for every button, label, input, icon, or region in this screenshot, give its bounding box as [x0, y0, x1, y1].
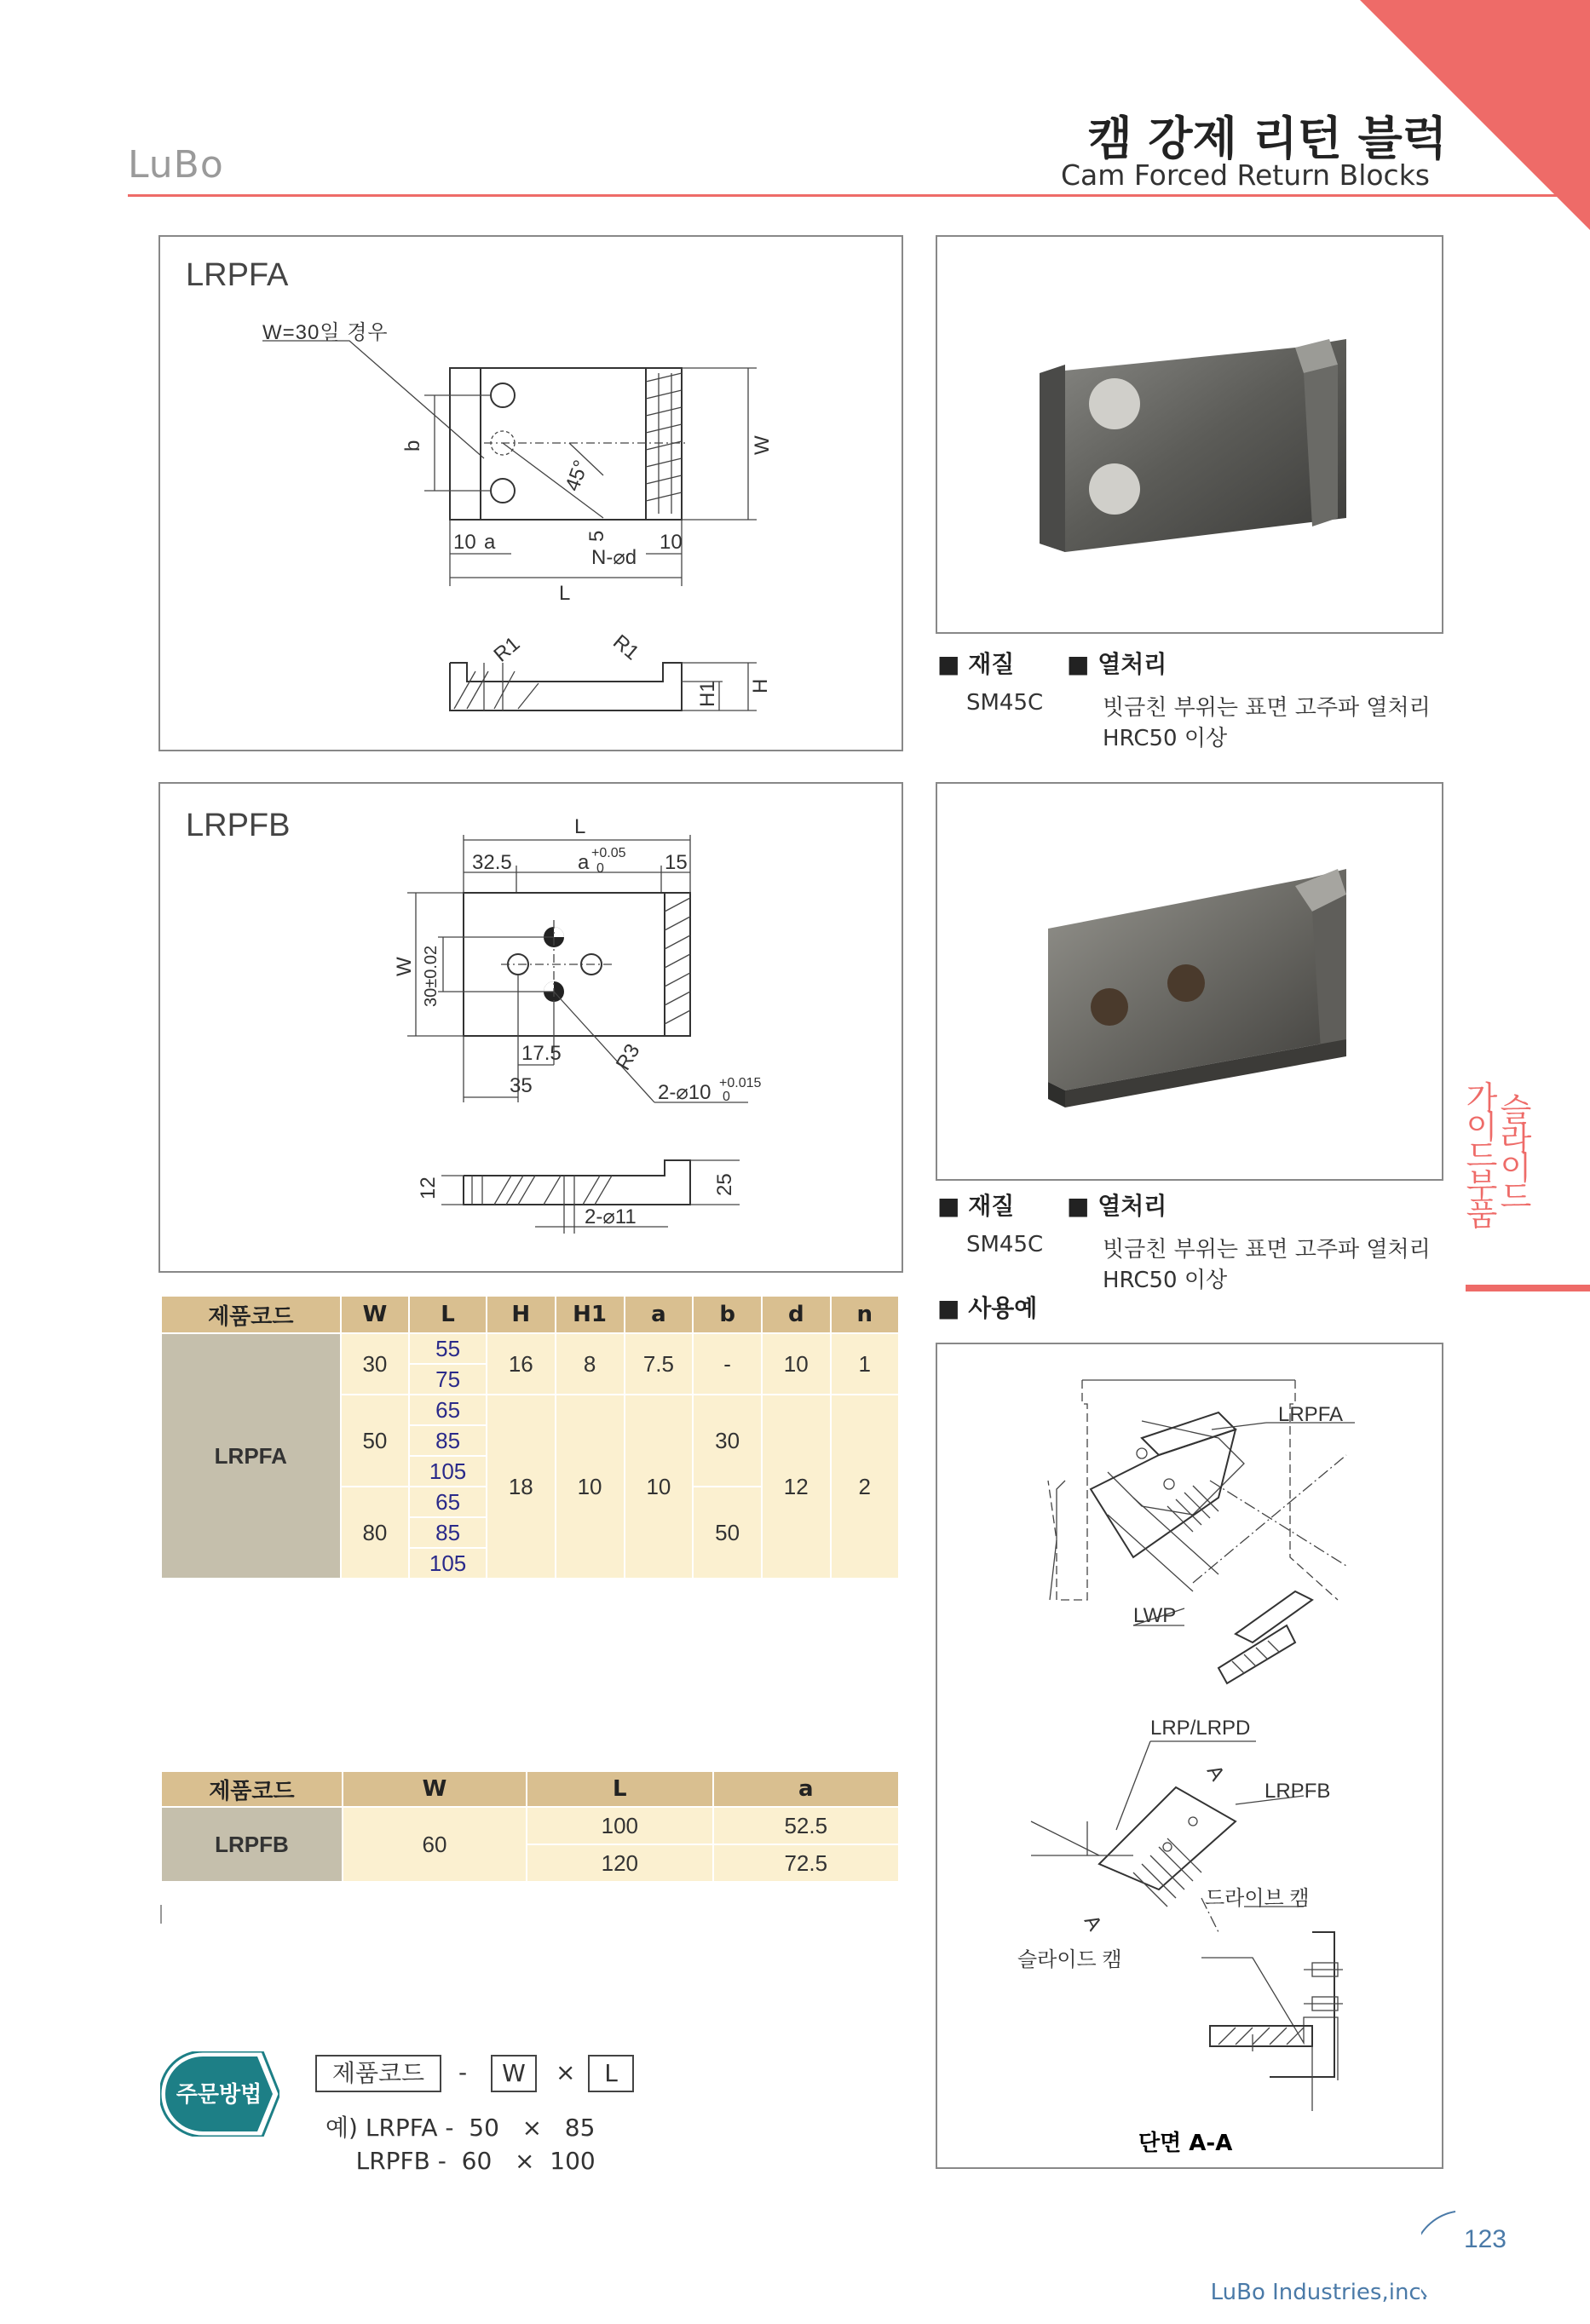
heat2-square-icon: ■ [1067, 1192, 1098, 1220]
table-cell: 105 [409, 1456, 487, 1487]
col-n: n [831, 1296, 899, 1333]
col-h1: H1 [556, 1296, 625, 1333]
usage-label-lrpfa: LRPFA [1278, 1403, 1344, 1426]
lrpfa-dim-h1: H1 [696, 681, 719, 707]
order-box-code: 제품코드 [315, 2055, 441, 2092]
usage-block [937, 1290, 1037, 1324]
heat1-line1: 빗금친 부위는 표면 고주파 열처리 [1103, 695, 1431, 721]
lrpfa-code-cell: LRPFA [161, 1333, 341, 1579]
material2-value: SM45C [966, 1232, 1044, 1257]
lrpfb-dim-175: 17.5 [521, 1042, 562, 1065]
material2-heading: 재질 [968, 1192, 1015, 1220]
table-cell: 85 [409, 1425, 487, 1456]
usage-label-slide: 슬라이드 캠 [1017, 1948, 1122, 1971]
col-code: 제품코드 [161, 1296, 341, 1333]
heat1-heading: 열처리 [1097, 650, 1167, 678]
material1-square-icon: ■ [937, 650, 969, 678]
order-example-1: 예) LRPFA - 50 × 85 [325, 2114, 596, 2142]
lrpfa-dim-r1b: R1 [608, 630, 644, 665]
page-title: 캠 강제 리턴 블럭 [1087, 112, 1447, 165]
col-h: H [487, 1296, 556, 1333]
order-dash: - [458, 2058, 468, 2086]
table-cell: 50 [341, 1395, 410, 1487]
table-cell: 18 [487, 1395, 556, 1579]
heat2-block [1067, 1188, 1167, 1222]
lrpfb-dim-holes-tol-lo: 0 [723, 1090, 730, 1104]
heat1-square-icon: ■ [1067, 650, 1098, 678]
usage-heading: 사용예 [968, 1294, 1038, 1322]
table-cell: 10 [556, 1395, 625, 1579]
lrpfa-dim-w: W [751, 435, 774, 455]
material2-square-icon: ■ [937, 1192, 969, 1220]
lrpfa-dim-b: b [401, 440, 424, 452]
lrpfa-dim-5: 5 [585, 530, 608, 542]
side-tab-guide-parts: 가 이 드 부 품 [1466, 1079, 1498, 1233]
usage-label-lrp: LRP/LRPD [1150, 1717, 1251, 1740]
table-cell: 30 [341, 1333, 410, 1395]
lrpfb-dim-12: 12 [417, 1176, 440, 1199]
order-box-w: W [491, 2055, 537, 2092]
lrpfb-dim-r3: R3 [611, 1039, 645, 1074]
table-cell: 10 [625, 1395, 694, 1579]
table-cell: 55 [409, 1333, 487, 1364]
lrpfb-dim-25: 25 [713, 1173, 736, 1196]
table-cell: 8 [556, 1333, 625, 1395]
usage-label-a1: A [1201, 1761, 1230, 1785]
page-number: 123 [1463, 2225, 1506, 2253]
table-cell: 120 [527, 1844, 712, 1882]
usage-diagram [937, 1344, 1442, 2167]
lrpfa-drawing-panel [158, 235, 903, 751]
lrpfb-spec-table [160, 1770, 900, 1883]
divider-mark [160, 1905, 162, 1924]
table-cell: - [693, 1333, 762, 1395]
lrpfb-dim-holes: 2-⌀10 [658, 1081, 711, 1104]
material1-value: SM45C [966, 690, 1044, 716]
lrpfa-photo-panel [936, 235, 1443, 634]
lrpfa-product-image [937, 237, 1442, 632]
lrpfa-dim-nd: N-⌀d [591, 546, 637, 569]
lrpfb-label: LRPFB [186, 808, 291, 843]
usage-label-a2: A [1079, 1911, 1107, 1935]
table-cell: 65 [409, 1487, 487, 1517]
table-cell: 12 [762, 1395, 831, 1579]
table-cell: 52.5 [713, 1807, 899, 1844]
side-tab-slide: 슬 라 이 드 [1500, 1091, 1532, 1216]
col-code: 제품코드 [161, 1771, 343, 1807]
table-cell: 50 [693, 1487, 762, 1579]
lrpfb-dim-l: L [574, 815, 586, 838]
table-cell: 65 [409, 1395, 487, 1425]
lrpfa-spec-table [160, 1295, 900, 1579]
col-l: L [527, 1771, 712, 1807]
lrpfb-dim-15: 15 [665, 851, 688, 874]
lrpfb-dim-30: 30±0.02 [422, 945, 441, 1007]
header-divider [128, 194, 1581, 197]
order-times: × [556, 2058, 576, 2086]
lrpfa-dim-10b: 10 [660, 531, 683, 554]
table-cell: 10 [762, 1333, 831, 1395]
lrpfb-dim-325: 32.5 [472, 851, 512, 874]
lrpfa-dim-l: L [559, 582, 571, 605]
company-logo: LuBo [128, 143, 224, 187]
lrpfa-dim-45: 45° [561, 457, 594, 495]
col-w: W [343, 1771, 527, 1807]
lrpfb-drawing-panel [158, 782, 903, 1273]
order-badge-label: 주문방법 [176, 2082, 262, 2108]
lrpfb-dim-w: W [393, 957, 416, 976]
lrpfa-dim-a: a [484, 531, 496, 554]
heat1-block [1067, 646, 1167, 680]
table-cell: 7.5 [625, 1333, 694, 1395]
page-subtitle: Cam Forced Return Blocks [1060, 158, 1430, 192]
table-cell: 100 [527, 1807, 712, 1844]
usage-panel [936, 1343, 1443, 2169]
table-cell: 105 [409, 1548, 487, 1579]
order-example-2: LRPFB - 60 × 100 [325, 2147, 596, 2175]
lrpfb-dim-a: a [578, 851, 590, 874]
table-cell: 75 [409, 1364, 487, 1395]
lrpfb-technical-drawing [160, 784, 902, 1271]
order-box-l: L [588, 2055, 634, 2092]
lrpfb-product-image [937, 784, 1442, 1179]
usage-label-lrpfb: LRPFB [1265, 1780, 1331, 1803]
material1-block [937, 646, 1014, 680]
lrpfb-dim-holes2: 2-⌀11 [585, 1205, 637, 1228]
lrpfa-dim-r1a: R1 [489, 632, 525, 667]
usage-square-icon: ■ [937, 1294, 969, 1322]
col-a: a [625, 1296, 694, 1333]
footer-page-arc [1421, 2208, 1472, 2302]
col-w: W [341, 1296, 410, 1333]
lrpfa-label: LRPFA [186, 257, 289, 293]
heat2-line1: 빗금친 부위는 표면 고주파 열처리 [1103, 1237, 1431, 1263]
material2-block [937, 1188, 1014, 1222]
table-cell: 1 [831, 1333, 899, 1395]
lrpfa-note: W=30일 경우 [262, 321, 389, 344]
table-cell: 30 [693, 1395, 762, 1487]
col-a: a [713, 1771, 899, 1807]
lrpfa-technical-drawing [160, 237, 902, 750]
lrpfa-dim-10a: 10 [453, 531, 476, 554]
table-cell: 80 [341, 1487, 410, 1579]
usage-section-label: 단면 A-A [1138, 2131, 1233, 2156]
order-badge [160, 2051, 279, 2137]
col-d: d [762, 1296, 831, 1333]
lrpfb-dim-holes-tol-up: +0.015 [719, 1076, 762, 1090]
table-cell: 72.5 [713, 1844, 899, 1882]
lrpfb-dim-a-tol-up: +0.05 [591, 846, 626, 860]
usage-label-lwp: LWP [1133, 1604, 1177, 1627]
usage-label-drive: 드라이브 캠 [1205, 1887, 1310, 1910]
col-b: b [693, 1296, 762, 1333]
lrpfb-photo-panel [936, 782, 1443, 1181]
table-cell: 60 [343, 1807, 527, 1882]
side-tab-bar [1466, 1285, 1590, 1291]
table-cell: 16 [487, 1333, 556, 1395]
heat1-line2: HRC50 이상 [1103, 726, 1228, 751]
lrpfb-code-cell: LRPFB [161, 1807, 343, 1882]
heat2-line2: HRC50 이상 [1103, 1268, 1228, 1293]
lrpfb-dim-35: 35 [510, 1074, 533, 1097]
table-cell: 85 [409, 1517, 487, 1548]
lrpfb-dim-a-tol-lo: 0 [596, 861, 604, 876]
table-cell: 2 [831, 1395, 899, 1579]
lrpfa-dim-h: H [749, 678, 772, 693]
material1-heading: 재질 [968, 650, 1015, 678]
heat2-heading: 열처리 [1097, 1192, 1167, 1220]
footer-company: LuBo Industries,inc. [1210, 2280, 1428, 2305]
col-l: L [409, 1296, 487, 1333]
